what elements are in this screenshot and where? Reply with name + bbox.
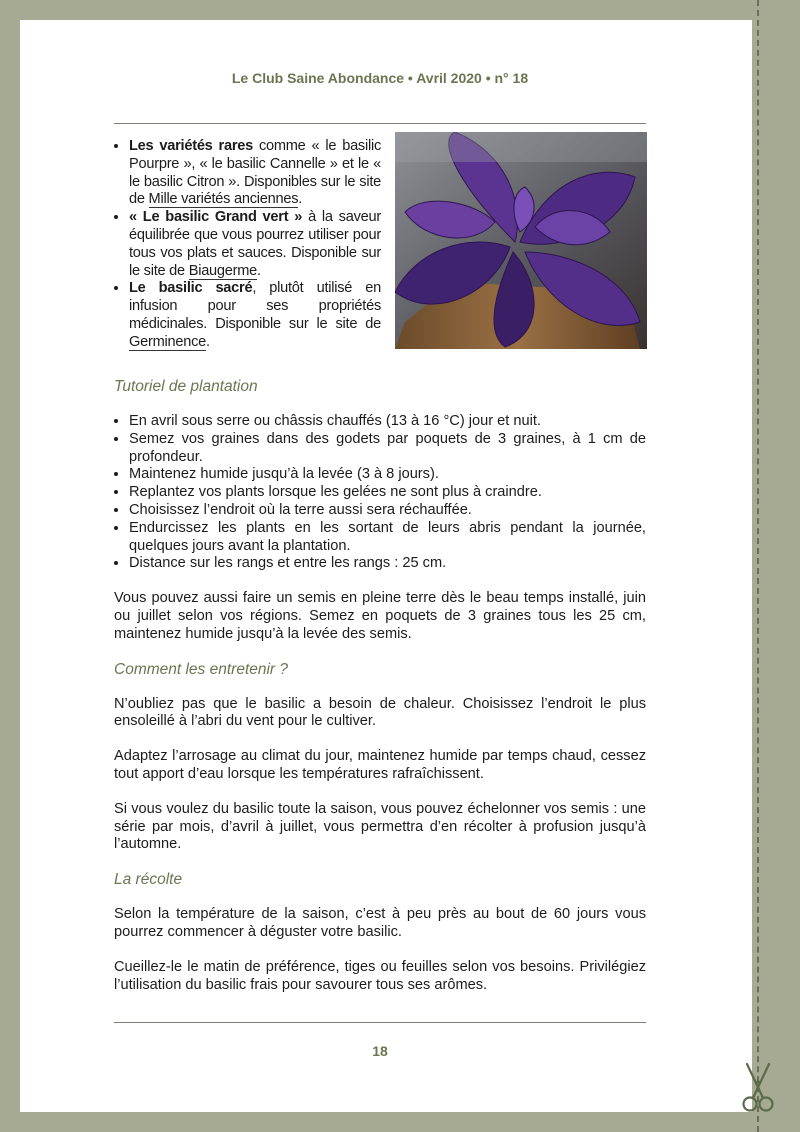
list-item: • En avril sous serre ou châssis chauffés (13 à 16 °C) jour et nuit. [129,413,646,431]
header-divider [114,123,646,124]
harvest-paragraph: Selon la température de la saison, c’est à peu près au bout de 60 jours vous pourrez commencer à déguster votre basilic. [114,906,646,940]
list-item: • « Le basilic Grand vert » à la saveur équilibrée que vous pourrez utiliser pour tous vos plats et sauces. Disponible sur le site de Biaugerme. [129,209,381,280]
care-paragraph: Adaptez l’arrosage au climat du jour, maintenez humide par temps chaud, cessez tout apport d’eau lorsque les températures rafraîchissent. [114,748,646,782]
list-item: • Distance sur les rangs et entre les rangs : 25 cm. [129,555,646,573]
article-body [114,138,646,1011]
scissors-icon [738,1062,778,1114]
list-item: • Replantez vos plants lorsque les gelées ne sont plus à craindre. [129,484,646,502]
care-paragraph: Si vous voulez du basilic toute la saison, vous pouvez échelonner vos semis : une série par mois, d’avril à juillet, vous permettra d’en récolter à profusion jusqu’à l’automne. [114,800,646,853]
page-number: 18 [372,1043,388,1059]
section-title-harvest: La récolte [114,871,183,889]
list-item: • Choisissez l’endroit où la terre aussi sera réchauffée. [129,502,646,520]
purple-basil-photo [395,132,647,349]
section-title-care: Comment les entretenir ? [114,660,289,678]
care-paragraph: N’oubliez pas que le basilic a besoin de chaleur. Choisissez l’endroit le plus ensoleillé à l’abri du vent pour le cultiver. [114,695,646,730]
list-item: • Semez vos graines dans des godets par poquets de 3 graines, à 1 cm de profondeur. [129,431,646,467]
link-mille-varietes[interactable]: Mille variétés anciennes [148,191,299,208]
link-biaugerme[interactable]: Biaugerme [188,262,258,279]
list-item: • Les variétés rares comme « le basilic Pourpre », « le basilic Cannelle » et le « le basilic Citron ». Disponibles sur le site de Mille variétés anciennes. [129,138,381,209]
harvest-paragraph: Cueillez-le le matin de préférence, tiges ou feuilles selon vos besoins. Privilégiez l’utilisation du basilic frais pour savourer tous ses arômes. [114,958,646,993]
footer-divider [114,1022,646,1023]
list-item: • Maintenez humide jusqu’à la levée (3 à 8 jours). [129,466,646,484]
tutorial-paragraph: Vous pouvez aussi faire un semis en pleine terre dès le beau temps installé, juin ou juillet selon vos régions. Semez en poquets de 3 graines tous les 25 cm, maintenez humide jusqu’à la levée des semis. [114,590,646,642]
dashed-cut-line [757,0,759,1132]
link-germinence[interactable]: Germinence [129,333,206,350]
list-item: • Le basilic sacré, plutôt utilisé en infusion pour ses propriétés médicinales. Disponible sur le site de Germinence. [129,280,381,351]
varieties-section [114,138,646,378]
list-item: • Endurcissez les plants en les sortant de leurs abris pendant la journée, quelques jours avant la plantation. [129,520,646,556]
section-title-tutorial: Tutoriel de plantation [114,378,258,395]
varieties-list [114,138,381,352]
page-header: Le Club Saine Abondance • Avril 2020 • n° 18 [231,70,529,86]
tutorial-list [114,413,646,573]
